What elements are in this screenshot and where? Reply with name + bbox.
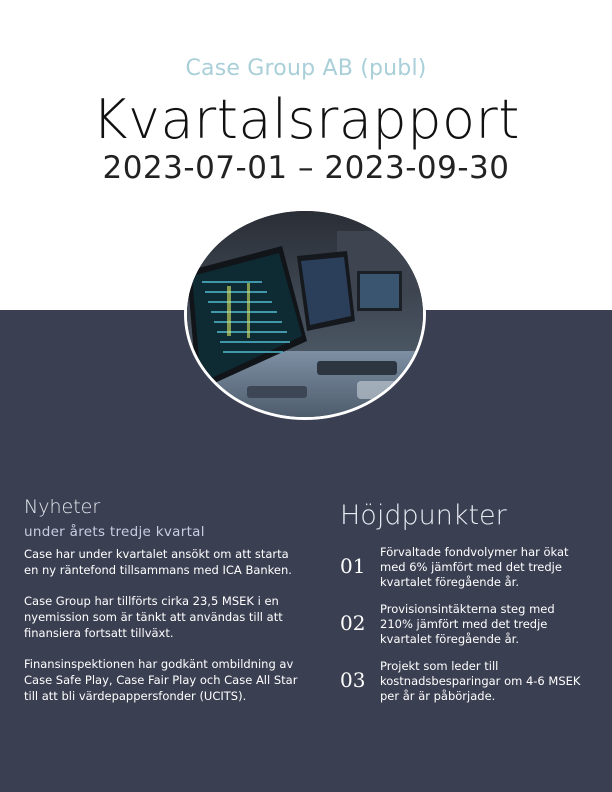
news-column bbox=[24, 496, 299, 719]
trading-screens-photo bbox=[184, 208, 426, 420]
report-title: Kvartalsrapport bbox=[92, 88, 520, 151]
highlight-text: Projekt som leder till kostnadsbesparingar om 4-6 MSEK per år är påbörjade. bbox=[380, 659, 581, 703]
highlight-text: Förvaltade fondvolymer har ökat med 6% jämfört med det tredje kvartalet föregående år. bbox=[380, 545, 569, 589]
news-paragraph: Case har under kvartalet ansökt om att starta en ny räntefond tillsammans med ICA Banken. bbox=[24, 547, 292, 577]
news-heading: Nyheter bbox=[24, 496, 101, 518]
highlight-item bbox=[340, 545, 590, 590]
company-name: Case Group AB (publ) bbox=[185, 56, 427, 81]
highlight-item bbox=[340, 602, 590, 647]
news-paragraph: Case Group har tillförts cirka 23,5 MSEK i en nyemission som är tänkt att användas till att finansiera fortsatt tillväxt. bbox=[24, 594, 283, 640]
highlights-column bbox=[340, 500, 590, 716]
report-period: 2023-07-01 – 2023-09-30 bbox=[102, 150, 510, 186]
news-subheading: under årets tredje kvartal bbox=[24, 524, 205, 540]
highlight-number: 03 bbox=[340, 668, 366, 692]
highlight-item bbox=[340, 659, 590, 704]
news-paragraph: Finansinspektionen har godkänt ombildning av Case Safe Play, Case Fair Play och Case All Star till att bli värdepappersfonder (UCITS). bbox=[24, 657, 298, 703]
highlight-text: Provisionsintäkterna steg med 210% jämfört med det tredje kvartalet föregående år. bbox=[380, 602, 555, 646]
highlight-number: 01 bbox=[340, 554, 366, 578]
highlight-number: 02 bbox=[340, 611, 366, 635]
highlights-heading: Höjdpunkter bbox=[340, 500, 507, 531]
